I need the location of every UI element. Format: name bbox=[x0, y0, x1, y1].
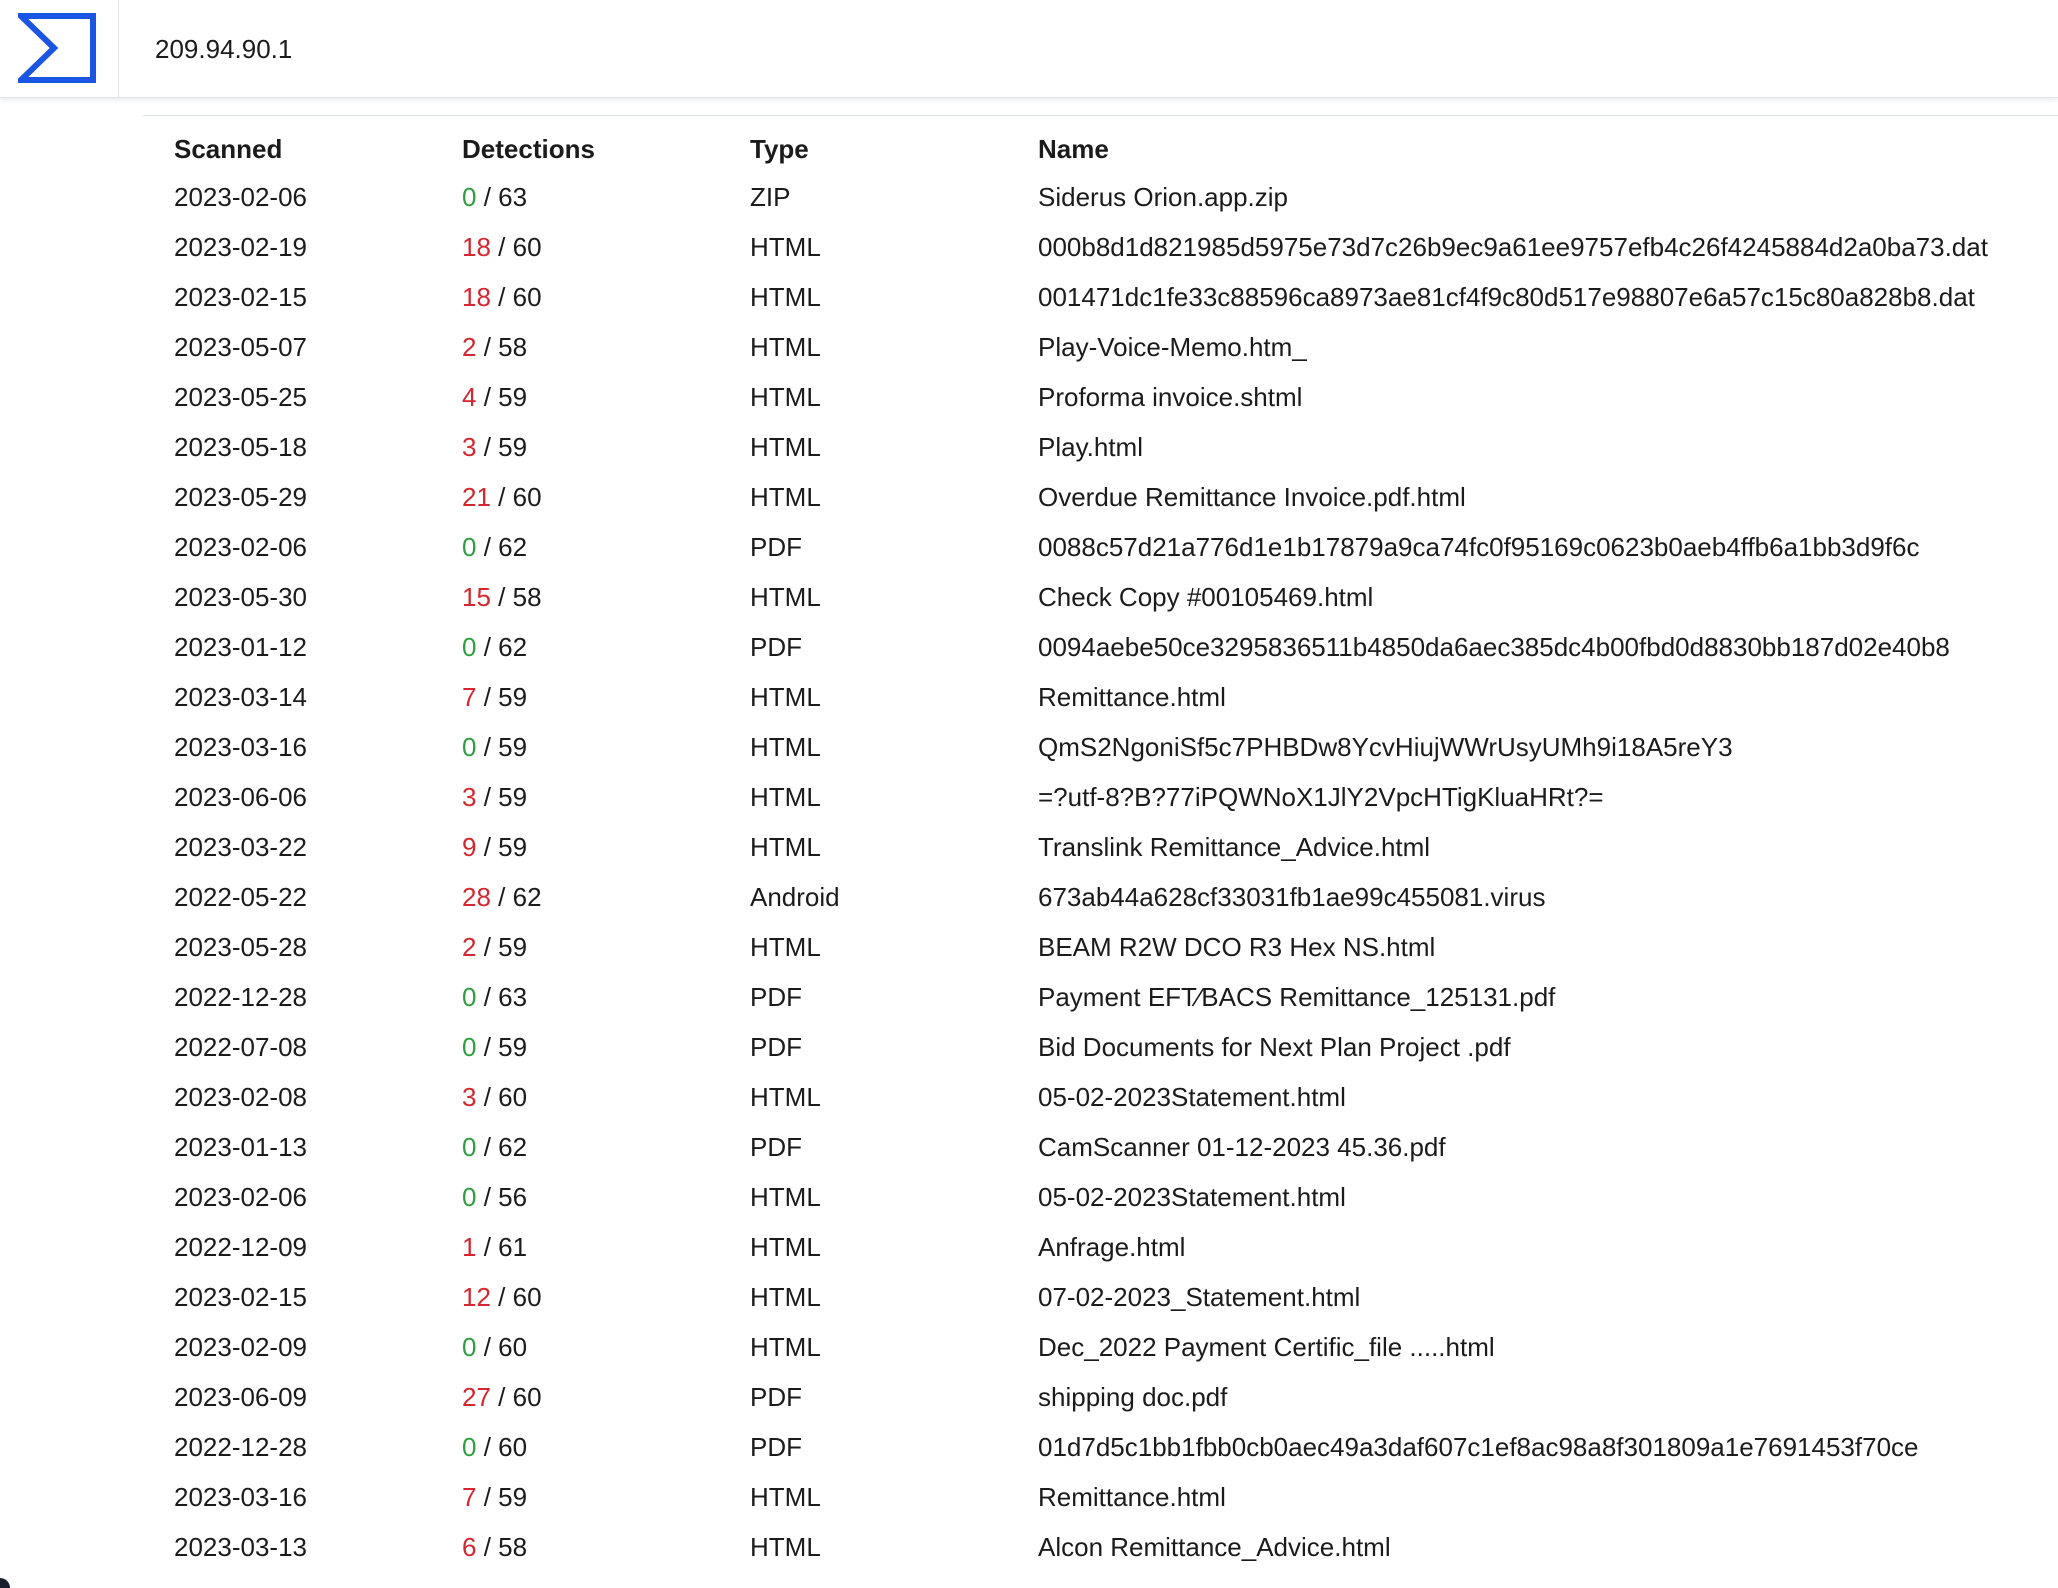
detections-total: / 60 bbox=[498, 1381, 542, 1412]
file-type: PDF bbox=[750, 981, 802, 1012]
table-row[interactable] bbox=[143, 222, 2058, 272]
file-type: HTML bbox=[750, 731, 821, 762]
table-row[interactable] bbox=[143, 1022, 2058, 1072]
table-row[interactable] bbox=[143, 822, 2058, 872]
file-name-link[interactable]: Anfrage.html bbox=[1038, 1231, 1186, 1262]
file-name-link[interactable]: =?utf-8?B?77iPQWNoX1JlY2VpcHTigKluaHRt?= bbox=[1038, 781, 1604, 812]
detections-count: 6 bbox=[462, 1531, 477, 1562]
file-name-link[interactable]: Check Copy #00105469.html bbox=[1038, 581, 1374, 612]
file-name-link[interactable]: Dec_2022 Payment Certific_file .....html bbox=[1038, 1331, 1495, 1362]
detections-count: 2 bbox=[462, 931, 477, 962]
scanned-date: 2023-02-06 bbox=[174, 1181, 307, 1212]
detections-total: / 59 bbox=[483, 1481, 528, 1512]
detections-cell bbox=[431, 272, 719, 322]
detections-cell bbox=[431, 1322, 719, 1372]
file-type: HTML bbox=[750, 581, 821, 612]
table-row[interactable] bbox=[143, 472, 2058, 522]
detections-total: / 58 bbox=[483, 331, 528, 362]
table-row[interactable] bbox=[143, 772, 2058, 822]
file-type: HTML bbox=[750, 931, 821, 962]
file-name-link[interactable]: BEAM R2W DCO R3 Hex NS.html bbox=[1038, 931, 1436, 962]
file-type: HTML bbox=[750, 331, 821, 362]
search-query[interactable]: 209.94.90.1 bbox=[155, 34, 293, 64]
detections-total: / 59 bbox=[483, 431, 528, 462]
file-name-link[interactable]: Bid Documents for Next Plan Project .pdf bbox=[1038, 1031, 1511, 1062]
detections-total: / 63 bbox=[483, 981, 528, 1012]
table-row[interactable] bbox=[143, 272, 2058, 322]
files-table-container bbox=[143, 115, 2058, 1572]
scanned-date: 2023-03-13 bbox=[174, 1531, 307, 1562]
table-row[interactable] bbox=[143, 1122, 2058, 1172]
file-type: HTML bbox=[750, 1531, 821, 1562]
detections-count: 0 bbox=[462, 1181, 477, 1212]
detections-cell bbox=[431, 1522, 719, 1572]
detections-count: 21 bbox=[462, 481, 491, 512]
scanned-date: 2022-12-28 bbox=[174, 981, 307, 1012]
file-type: HTML bbox=[750, 281, 821, 312]
detections-total: / 60 bbox=[498, 281, 542, 312]
scanned-date: 2023-02-08 bbox=[174, 1081, 307, 1112]
file-type: HTML bbox=[750, 1331, 821, 1362]
detections-count: 1 bbox=[462, 1231, 477, 1262]
detections-cell bbox=[431, 1422, 719, 1472]
detections-cell bbox=[431, 1072, 719, 1122]
files-table bbox=[143, 116, 2058, 1572]
detections-total: / 62 bbox=[483, 631, 528, 662]
file-name-link[interactable]: Payment EFT∕BACS Remittance_125131.pdf bbox=[1038, 981, 1556, 1012]
detections-total: / 59 bbox=[483, 681, 528, 712]
detections-total: / 60 bbox=[483, 1081, 528, 1112]
file-name-link[interactable]: Play.html bbox=[1038, 431, 1143, 462]
file-name-link[interactable]: Proforma invoice.shtml bbox=[1038, 381, 1303, 412]
table-row[interactable] bbox=[143, 372, 2058, 422]
file-type: PDF bbox=[750, 631, 802, 662]
detections-count: 28 bbox=[462, 881, 491, 912]
scanned-date: 2023-02-19 bbox=[174, 231, 307, 262]
scanned-date: 2023-05-28 bbox=[174, 931, 307, 962]
file-name-link[interactable]: CamScanner 01-12-2023 45.36.pdf bbox=[1038, 1131, 1446, 1162]
detections-total: / 60 bbox=[498, 231, 542, 262]
detections-count: 12 bbox=[462, 1281, 491, 1312]
file-name-link[interactable]: Overdue Remittance Invoice.pdf.html bbox=[1038, 481, 1466, 512]
detections-cell bbox=[431, 1022, 719, 1072]
detections-total: / 62 bbox=[483, 531, 528, 562]
column-header-detections: Detections bbox=[462, 133, 595, 164]
detections-total: / 60 bbox=[483, 1331, 528, 1362]
detections-cell bbox=[431, 1222, 719, 1272]
scanned-date: 2023-03-22 bbox=[174, 831, 307, 862]
detections-count: 7 bbox=[462, 1481, 477, 1512]
detections-count: 0 bbox=[462, 1031, 477, 1062]
table-row[interactable] bbox=[143, 1272, 2058, 1322]
detections-cell bbox=[431, 1272, 719, 1322]
file-type: HTML bbox=[750, 481, 821, 512]
scanned-date: 2023-02-06 bbox=[174, 181, 307, 212]
table-row[interactable] bbox=[143, 672, 2058, 722]
file-type: PDF bbox=[750, 1131, 802, 1162]
detections-count: 0 bbox=[462, 531, 477, 562]
detections-cell bbox=[431, 1172, 719, 1222]
file-type: HTML bbox=[750, 1281, 821, 1312]
file-type: PDF bbox=[750, 531, 802, 562]
detections-total: / 59 bbox=[483, 381, 528, 412]
table-row[interactable] bbox=[143, 872, 2058, 922]
table-row[interactable] bbox=[143, 722, 2058, 772]
file-type: PDF bbox=[750, 1431, 802, 1462]
detections-cell bbox=[431, 472, 719, 522]
file-name-link[interactable]: Remittance.html bbox=[1038, 681, 1226, 712]
detections-count: 0 bbox=[462, 1131, 477, 1162]
file-type: HTML bbox=[750, 1481, 821, 1512]
scanned-date: 2023-06-09 bbox=[174, 1381, 307, 1412]
detections-cell bbox=[431, 172, 719, 222]
detections-total: / 59 bbox=[483, 1031, 528, 1062]
file-type: HTML bbox=[750, 381, 821, 412]
detections-count: 4 bbox=[462, 381, 477, 412]
table-row[interactable] bbox=[143, 1522, 2058, 1572]
table-row[interactable] bbox=[143, 622, 2058, 672]
detections-total: / 56 bbox=[483, 1181, 528, 1212]
detections-cell bbox=[431, 772, 719, 822]
file-type: PDF bbox=[750, 1381, 802, 1412]
detections-count: 3 bbox=[462, 781, 477, 812]
virustotal-sigma-logo-icon bbox=[18, 13, 96, 83]
file-name-link[interactable]: 0088c57d21a776d1e1b17879a9ca74fc0f95169c0623b0aeb4ffb6a1bb3d9f6c bbox=[1038, 531, 1920, 562]
scanned-date: 2023-02-15 bbox=[174, 1281, 307, 1312]
detections-count: 18 bbox=[462, 231, 491, 262]
table-row[interactable] bbox=[143, 522, 2058, 572]
detections-cell bbox=[431, 372, 719, 422]
detections-total: / 58 bbox=[483, 1531, 528, 1562]
column-header-type: Type bbox=[750, 133, 809, 164]
detections-total: / 59 bbox=[483, 831, 528, 862]
table-row[interactable] bbox=[143, 572, 2058, 622]
scanned-date: 2023-01-12 bbox=[174, 631, 307, 662]
detections-cell bbox=[431, 1122, 719, 1172]
detections-cell bbox=[431, 222, 719, 272]
file-name-link[interactable]: 05-02-2023Statement.html bbox=[1038, 1081, 1346, 1112]
top-bar bbox=[0, 0, 2058, 98]
scanned-date: 2022-12-28 bbox=[174, 1431, 307, 1462]
detections-count: 18 bbox=[462, 281, 491, 312]
detections-cell bbox=[431, 972, 719, 1022]
scanned-date: 2023-02-09 bbox=[174, 1331, 307, 1362]
table-row[interactable] bbox=[143, 1222, 2058, 1272]
column-header-scanned: Scanned bbox=[174, 133, 283, 164]
file-name-link[interactable]: Play-Voice-Memo.htm_ bbox=[1038, 331, 1307, 362]
file-type: HTML bbox=[750, 1081, 821, 1112]
table-row[interactable] bbox=[143, 1422, 2058, 1472]
detections-count: 0 bbox=[462, 181, 477, 212]
detections-cell bbox=[431, 922, 719, 972]
detections-total: / 62 bbox=[483, 1131, 528, 1162]
table-row[interactable] bbox=[143, 322, 2058, 372]
file-name-link[interactable]: 07-02-2023_Statement.html bbox=[1038, 1281, 1361, 1312]
file-name-link[interactable]: 01d7d5c1bb1fbb0cb0aec49a3daf607c1ef8ac98a8f301809a1e7691453f70ce bbox=[1038, 1431, 1919, 1462]
file-name-link[interactable]: 0094aebe50ce3295836511b4850da6aec385dc4b00fbd0d8830bb187d02e40b8 bbox=[1038, 631, 1950, 662]
window-corner bbox=[0, 1578, 10, 1588]
detections-cell bbox=[431, 722, 719, 772]
scanned-date: 2023-05-29 bbox=[174, 481, 307, 512]
scanned-date: 2023-06-06 bbox=[174, 781, 307, 812]
detections-cell bbox=[431, 322, 719, 372]
file-name-link[interactable]: Remittance.html bbox=[1038, 1481, 1226, 1512]
file-name-link[interactable]: 001471dc1fe33c88596ca8973ae81cf4f9c80d517e98807e6a57c15c80a828b8.dat bbox=[1038, 281, 1975, 312]
scanned-date: 2023-05-25 bbox=[174, 381, 307, 412]
scanned-date: 2022-05-22 bbox=[174, 881, 307, 912]
file-name-link[interactable]: shipping doc.pdf bbox=[1038, 1381, 1228, 1412]
scanned-date: 2023-03-16 bbox=[174, 1481, 307, 1512]
detections-count: 15 bbox=[462, 581, 491, 612]
table-row[interactable] bbox=[143, 922, 2058, 972]
detections-cell bbox=[431, 822, 719, 872]
file-name-link[interactable]: Siderus Orion.app.zip bbox=[1038, 181, 1289, 212]
table-row[interactable] bbox=[143, 1472, 2058, 1522]
detections-total: / 62 bbox=[498, 881, 542, 912]
file-name-link[interactable]: 673ab44a628cf33031fb1ae99c455081.virus bbox=[1038, 881, 1546, 912]
scanned-date: 2023-03-16 bbox=[174, 731, 307, 762]
detections-count: 2 bbox=[462, 331, 477, 362]
detections-cell bbox=[431, 572, 719, 622]
detections-count: 0 bbox=[462, 1431, 477, 1462]
detections-count: 0 bbox=[462, 981, 477, 1012]
detections-cell bbox=[431, 672, 719, 722]
detections-cell bbox=[431, 1372, 719, 1422]
file-type: HTML bbox=[750, 1231, 821, 1262]
detections-count: 7 bbox=[462, 681, 477, 712]
table-header-row bbox=[143, 116, 2058, 172]
table-row[interactable] bbox=[143, 1322, 2058, 1372]
file-name-link[interactable]: 000b8d1d821985d5975e73d7c26b9ec9a61ee9757efb4c26f4245884d2a0ba73.dat bbox=[1038, 231, 1988, 262]
logo-button[interactable] bbox=[0, 0, 119, 98]
detections-total: / 59 bbox=[483, 781, 528, 812]
scanned-date: 2023-05-07 bbox=[174, 331, 307, 362]
file-type: HTML bbox=[750, 681, 821, 712]
file-name-link[interactable]: 05-02-2023Statement.html bbox=[1038, 1181, 1346, 1212]
table-row[interactable] bbox=[143, 972, 2058, 1022]
detections-total: / 58 bbox=[498, 581, 542, 612]
detections-cell bbox=[431, 872, 719, 922]
detections-count: 9 bbox=[462, 831, 477, 862]
detections-cell bbox=[431, 522, 719, 572]
file-type: HTML bbox=[750, 831, 821, 862]
scanned-date: 2022-07-08 bbox=[174, 1031, 307, 1062]
file-type: PDF bbox=[750, 1031, 802, 1062]
file-type: HTML bbox=[750, 1181, 821, 1212]
detections-total: / 60 bbox=[483, 1431, 528, 1462]
file-type: ZIP bbox=[750, 181, 791, 212]
detections-total: / 59 bbox=[483, 931, 528, 962]
table-row[interactable] bbox=[143, 1372, 2058, 1422]
table-row[interactable] bbox=[143, 1072, 2058, 1122]
column-header-name: Name bbox=[1038, 133, 1109, 164]
detections-count: 3 bbox=[462, 431, 477, 462]
scanned-date: 2023-03-14 bbox=[174, 681, 307, 712]
file-name-link[interactable]: QmS2NgoniSf5c7PHBDw8YcvHiujWWrUsyUMh9i18A5reY3 bbox=[1038, 731, 1733, 762]
table-row[interactable] bbox=[143, 172, 2058, 222]
detections-total: / 59 bbox=[483, 731, 528, 762]
detections-count: 27 bbox=[462, 1381, 491, 1412]
detections-total: / 61 bbox=[483, 1231, 528, 1262]
scanned-date: 2023-01-13 bbox=[174, 1131, 307, 1162]
file-type: HTML bbox=[750, 431, 821, 462]
detections-total: / 60 bbox=[498, 1281, 542, 1312]
scanned-date: 2022-12-09 bbox=[174, 1231, 307, 1262]
table-row[interactable] bbox=[143, 422, 2058, 472]
file-name-link[interactable]: Translink Remittance_Advice.html bbox=[1038, 831, 1431, 862]
detections-total: / 63 bbox=[483, 181, 528, 212]
detections-cell bbox=[431, 1472, 719, 1522]
scanned-date: 2023-05-30 bbox=[174, 581, 307, 612]
detections-count: 0 bbox=[462, 731, 477, 762]
scanned-date: 2023-05-18 bbox=[174, 431, 307, 462]
file-type: HTML bbox=[750, 781, 821, 812]
detections-count: 3 bbox=[462, 1081, 477, 1112]
detections-total: / 60 bbox=[498, 481, 542, 512]
scanned-date: 2023-02-15 bbox=[174, 281, 307, 312]
detections-cell bbox=[431, 622, 719, 672]
table-row[interactable] bbox=[143, 1172, 2058, 1222]
detections-cell bbox=[431, 422, 719, 472]
file-type: HTML bbox=[750, 231, 821, 262]
file-name-link[interactable]: Alcon Remittance_Advice.html bbox=[1038, 1531, 1391, 1562]
scanned-date: 2023-02-06 bbox=[174, 531, 307, 562]
file-type: Android bbox=[750, 881, 840, 912]
detections-count: 0 bbox=[462, 631, 477, 662]
detections-count: 0 bbox=[462, 1331, 477, 1362]
